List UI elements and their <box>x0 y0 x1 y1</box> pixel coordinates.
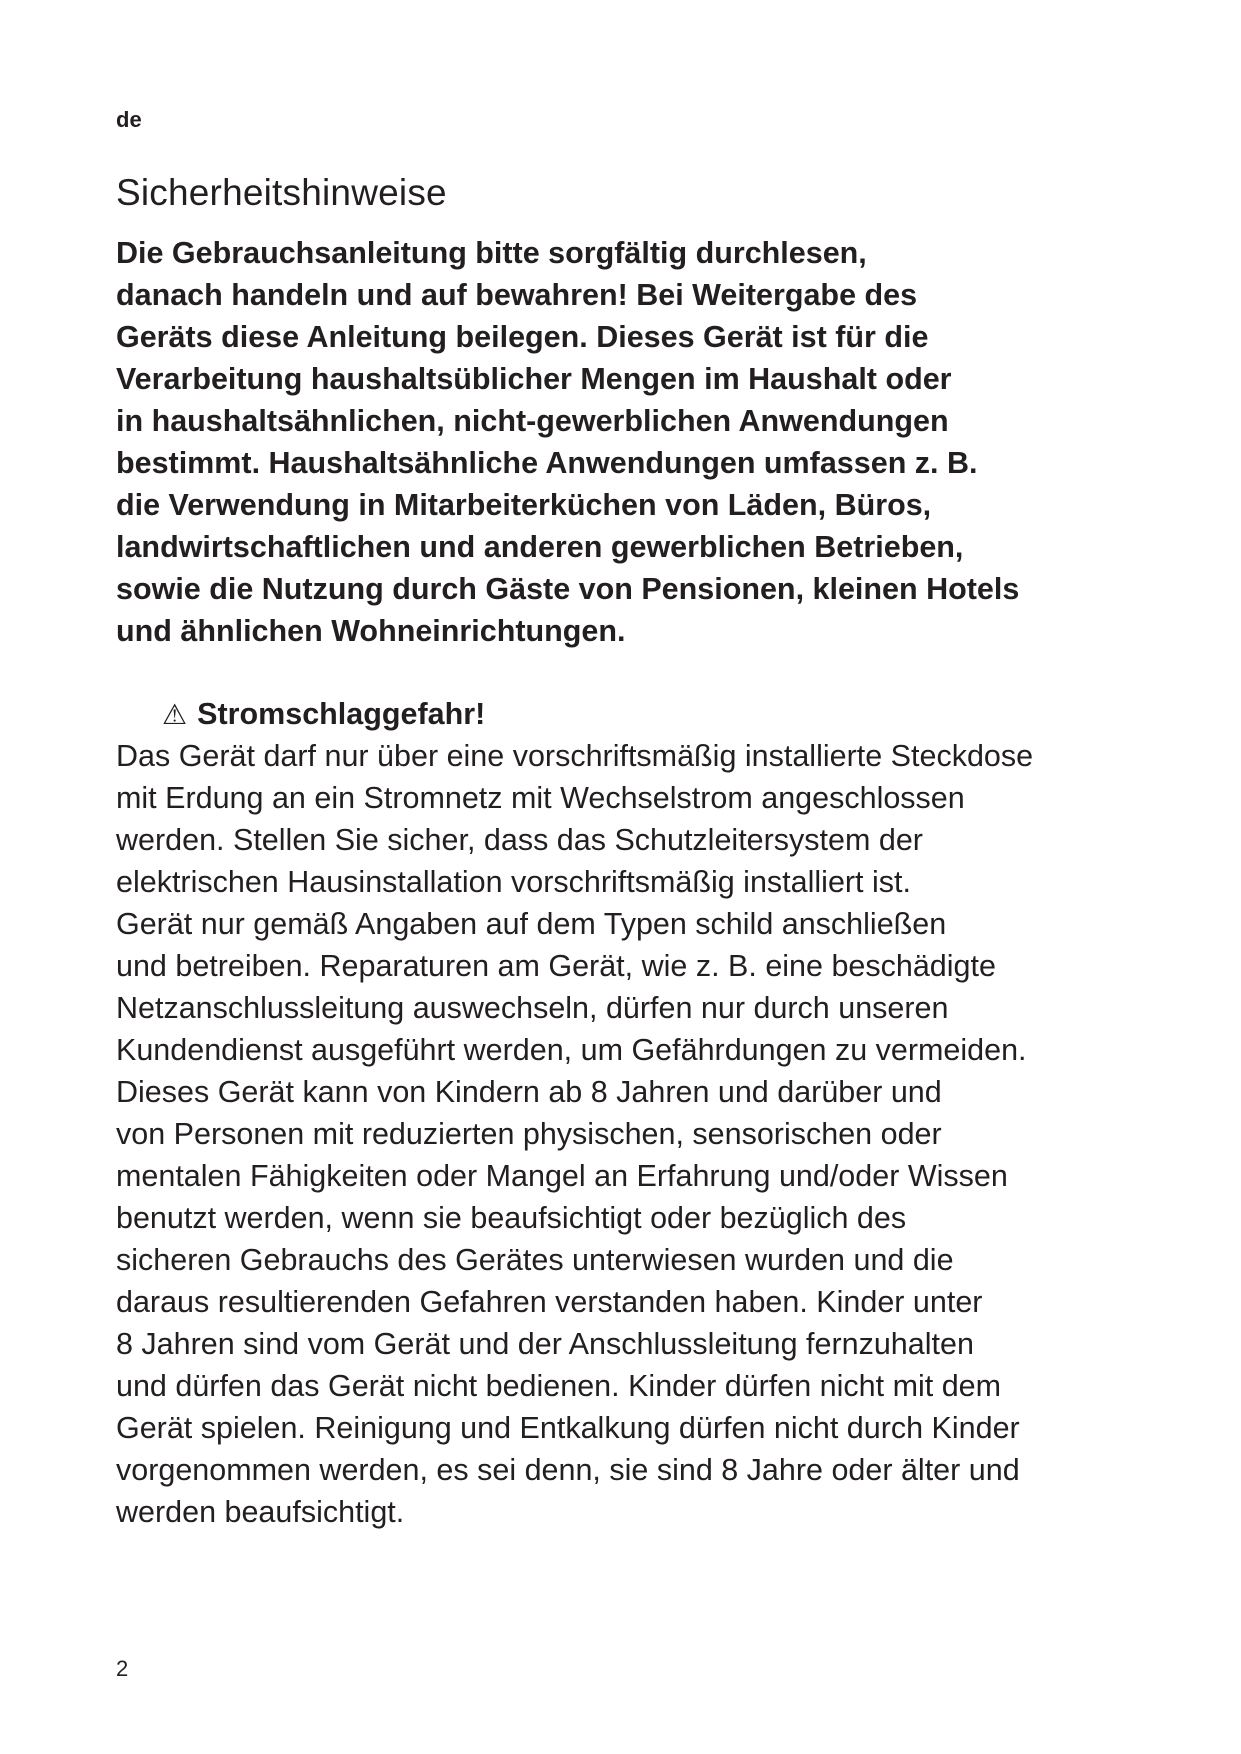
warning-triangle-icon: ⚠ <box>162 699 188 730</box>
body-line: von Personen mit reduzierten physischen, sensorischen oder <box>116 1117 942 1151</box>
body-line: vorgenommen werden, es sei denn, sie sind 8 Jahre oder älter und <box>116 1453 1020 1487</box>
body-line: Netzanschlussleitung auswechseln, dürfen nur durch unseren <box>116 991 949 1025</box>
body-line: mit Erdung an ein Stromnetz mit Wechselstrom angeschlossen <box>116 781 965 815</box>
intro-line: bestimmt. Haushaltsähnliche Anwendungen umfassen z. B. <box>116 446 978 480</box>
warning-paragraph <box>116 735 1196 1533</box>
body-line: Das Gerät darf nur über eine vorschriftsmäßig installierte Steckdose <box>116 739 1034 773</box>
body-line: 8 Jahren sind vom Gerät und der Anschlussleitung fernzuhalten <box>116 1327 974 1361</box>
body-line: und dürfen das Gerät nicht bedienen. Kinder dürfen nicht mit dem <box>116 1369 1002 1403</box>
body-line: daraus resultierenden Gefahren verstanden haben. Kinder unter <box>116 1285 983 1319</box>
body-line: elektrischen Hausinstallation vorschriftsmäßig installiert ist. <box>116 865 911 899</box>
body-line: Dieses Gerät kann von Kindern ab 8 Jahren und darüber und <box>116 1075 942 1109</box>
body-line: Kundendienst ausgeführt werden, um Gefährdungen zu vermeiden. <box>116 1033 1027 1067</box>
body-line: werden. Stellen Sie sicher, dass das Schutzleitersystem der <box>116 823 923 857</box>
language-code: de <box>116 107 142 132</box>
intro-line: Verarbeitung haushaltsüblicher Mengen im Haushalt oder <box>116 362 952 396</box>
body-line: und betreiben. Reparaturen am Gerät, wie z. B. eine beschädigte <box>116 949 996 983</box>
body-line: Gerät spielen. Reinigung und Entkalkung dürfen nicht durch Kinder <box>116 1411 1020 1445</box>
body-line: mentalen Fähigkeiten oder Mangel an Erfahrung und/oder Wissen <box>116 1159 1008 1193</box>
warning-heading-text: Stromschlaggefahr! <box>197 697 486 731</box>
section-title: Sicherheitshinweise <box>116 172 447 213</box>
warning-heading <box>162 693 485 736</box>
intro-line: landwirtschaftlichen und anderen gewerblichen Betrieben, <box>116 530 964 564</box>
intro-line: und ähnlichen Wohneinrichtungen. <box>116 614 626 648</box>
page-number: 2 <box>116 1656 129 1681</box>
intro-line: in haushaltsähnlichen, nicht-gewerblichen Anwendungen <box>116 404 949 438</box>
body-line: werden beaufsichtigt. <box>116 1495 405 1529</box>
intro-line: sowie die Nutzung durch Gäste von Pensionen, kleinen Hotels <box>116 572 1020 606</box>
intro-line: danach handeln und auf bewahren! Bei Weitergabe des <box>116 278 918 312</box>
body-line: benutzt werden, wenn sie beaufsichtigt oder bezüglich des <box>116 1201 907 1235</box>
body-line: sicheren Gebrauchs des Gerätes unterwiesen wurden und die <box>116 1243 954 1277</box>
intro-line: Geräts diese Anleitung beilegen. Dieses Gerät ist für die <box>116 320 929 354</box>
intro-line: die Verwendung in Mitarbeiterküchen von Läden, Büros, <box>116 488 932 522</box>
body-line: Gerät nur gemäß Angaben auf dem Typen schild anschließen <box>116 907 947 941</box>
intro-paragraph <box>116 232 1156 652</box>
intro-line: Die Gebrauchsanleitung bitte sorgfältig durchlesen, <box>116 236 867 270</box>
